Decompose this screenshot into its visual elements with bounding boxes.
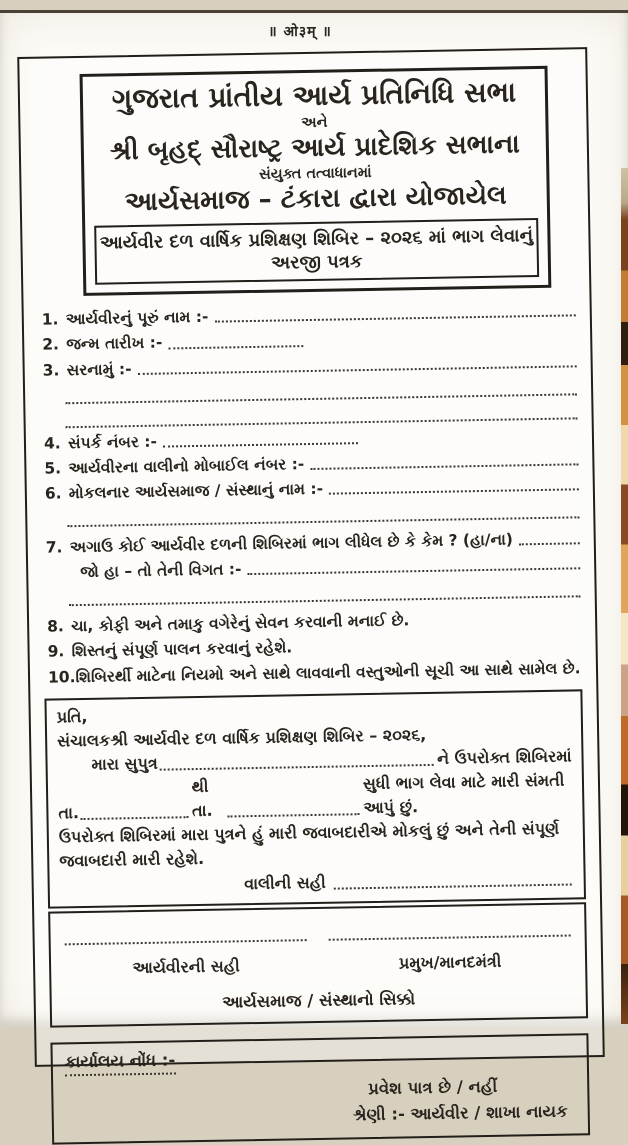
consent-responsibility-text: ઉપરોક્ત શિબિરમાં મારા પુત્રને હું મારી જવાબદારીએ મોકલું છું અને તેની સંપૂર્ણ જવાબદારી મારી રહેશે. (58, 818, 560, 871)
org-title-secondary: શ્રી બૃહદ્ સૌરાષ્ટ્ર આર્ય પ્રાદેશિક સભાના (109, 129, 520, 167)
dotted-fill-line (334, 883, 572, 889)
form-item-row-9 (47, 633, 581, 662)
dotted-fill-line (248, 568, 581, 576)
om-invocation-text: ॥ ओ३म् ॥ (268, 24, 332, 40)
office-note-box (50, 1033, 590, 1144)
form-item-number: 8. (47, 617, 65, 636)
form-item-label: મોકલનાર આર્યસમાજ / સંસ્થાનું નામ :- (68, 479, 324, 503)
dotted-fill-line (227, 813, 359, 817)
form-item-label: જન્મ તારીખ :- (66, 333, 163, 354)
consent-box (44, 689, 586, 908)
dotted-fill-line (310, 463, 578, 470)
form-item-number: 10. (47, 667, 76, 687)
form-item-label: સરનામું :- (66, 359, 132, 379)
form-item-row-7-detail (80, 554, 580, 583)
consent-addressee: સંચાલકશ્રી આર્યવીર દળ વાર્ષિક પ્રશિક્ષણ શિબિર – ૨૦૨૬, (57, 724, 427, 751)
header-box (80, 66, 552, 296)
dotted-fill-line (328, 924, 570, 940)
joint-auspices-text: સંયુક્ત તત્વાધાનમાં (258, 164, 372, 183)
form-item-sublabel: જો હા – તો તેની વિગત :- (80, 560, 242, 582)
org-title-primary: ગુજરાત પ્રાંતીય આર્ય પ્રતિનિધિ સભા (111, 75, 517, 116)
institution-stamp-label: આર્યસમાજ / સંસ્થાનો સિક્કો (222, 989, 416, 1012)
signature-box (48, 902, 588, 1027)
dotted-fill-line (80, 816, 188, 820)
consent-son-post: ને ઉપરોક્ત શિબિરમાં (436, 746, 572, 768)
consent-to-label: પ્રતિ, (56, 706, 88, 727)
dotted-fill-line (519, 543, 580, 546)
office-note-label: કાર્યાલય નોંધ :- (65, 1050, 176, 1076)
president-secretary-label: પ્રમુખ/માનદમંત્રી (398, 951, 502, 973)
consent-date-mid: થી તા. (191, 776, 213, 820)
form-item-row-3 (43, 351, 577, 380)
form-item-label: આર્યવીરનું પૂરું નામ :- (65, 307, 209, 329)
consent-date-pre: તા. (58, 802, 80, 823)
form-item-row-5 (44, 449, 578, 478)
organizer-title: આર્યસમાજ – ટંકારા દ્વારા યોજાયેલ (124, 180, 507, 218)
form-item-number: 9. (47, 642, 65, 662)
form-item-row-2 (42, 326, 576, 355)
form-item-number: 6. (44, 484, 62, 503)
consent-date-line (58, 768, 573, 825)
dotted-fill-line (65, 380, 577, 404)
form-item-number: 4. (43, 433, 61, 453)
dotted-fill-line (160, 764, 433, 771)
category-text: શ્રેણી :- આર્યવીર / શાખા નાયક (352, 1101, 568, 1125)
dotted-fill-line (214, 315, 575, 323)
guardian-signature-label: વાલીની સહી (243, 872, 326, 893)
form-item-number: 7. (45, 538, 63, 557)
form-item-label: આર્યવીરના વાલીનો મોબાઈલ નંબર :- (68, 454, 305, 478)
dotted-fill-line (65, 929, 307, 945)
form-outer-frame (17, 47, 605, 1125)
consent-date-post: સુધી ભાગ લેવા માટે મારી સંમતી આપું છું. (362, 770, 565, 817)
signature-columns (65, 924, 572, 979)
form-item-number: 1. (41, 310, 59, 329)
form-item-number: 2. (42, 335, 60, 355)
form-item-label: શિસ્તનું સંપૂર્ણ પાલન કરવાનું રહેશે. (71, 638, 293, 661)
form-item-number: 5. (44, 459, 62, 478)
aryaveer-signature-label: આર્યવીરની સહી (132, 956, 240, 977)
dotted-fill-line (329, 488, 579, 494)
dotted-fill-line (138, 365, 577, 375)
form-item-label: શિબિરર્થી માટેના નિયમો અને સાથે લાવવાની વસ્તુઓની સૂચી આ સાથે સામેલ છે. (75, 658, 581, 686)
form-item-label: સંપર્ક નંબર :- (67, 432, 158, 452)
form-item-row-4 (44, 424, 578, 453)
dotted-fill-line (168, 345, 303, 349)
form-items-list (42, 301, 583, 688)
form-item-row-10 (48, 658, 582, 687)
conjunction-text: અને (301, 114, 328, 131)
form-item-row-7 (46, 528, 580, 557)
camp-application-banner: આર્યવીર દળ વાર્ષિક પ્રશિક્ષણ શિબિર – ૨૦૨૬ માં ભાગ લેવાનું અરજી પત્રક (94, 218, 539, 285)
consent-son-pre: મારા સુપુત્ર (91, 753, 158, 774)
form-item-row-6 (45, 474, 579, 503)
form-item-number: 3. (42, 360, 60, 380)
president-signature-column (328, 924, 571, 974)
form-item-label: અગાઉ કોઈ આર્યવીર દળની શિબિરમાં ભાગ લીધેલ છે કે કેમ ? (હા/ના) (69, 530, 514, 557)
scan-edge-artifact (621, 168, 628, 1024)
form-item-row-1 (42, 301, 576, 330)
form-item-row-8 (47, 608, 581, 637)
dotted-fill-line (163, 442, 358, 447)
eligibility-text: પ્રવેશ પાત્ર છે / નહીં (368, 1076, 498, 1098)
form-item-label: ચા, કોફી અને તમાકુ વગેરેનું સેવન કરવાની મનાઈ છે. (71, 611, 410, 636)
aryaveer-signature-column (65, 929, 308, 979)
